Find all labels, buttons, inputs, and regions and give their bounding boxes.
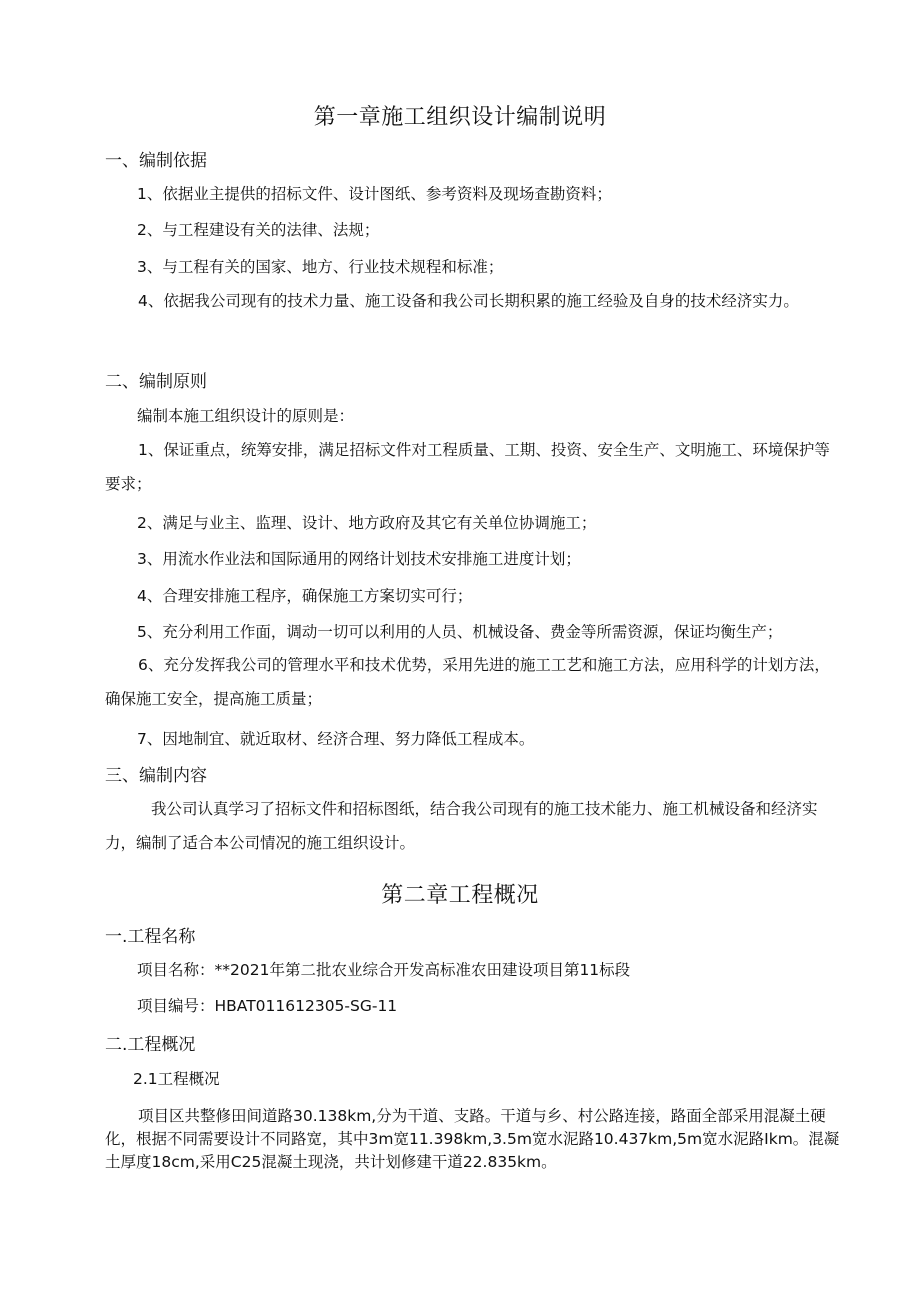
principle-item-4: 4、合理安排施工程序，确保施工方案切实可行； bbox=[137, 587, 473, 605]
section-heading-basis: 一、编制依据 bbox=[105, 151, 207, 171]
basis-item-4: 4、依据我公司现有的技术力量、施工设备和我公司长期积累的施工经验及自身的技术经济实力。 bbox=[138, 292, 799, 310]
chapter2-title: 第二章工程概况 bbox=[381, 883, 539, 908]
principle-item-2: 2、满足与业主、监理、设计、地方政府及其它有关单位协调施工； bbox=[137, 514, 597, 532]
content-paragraph: 我公司认真学习了招标文件和招标图纸，结合我公司现有的施工技术能力、施工机械设备和经济实力，编制了适合本公司情况的施工组织设计。 bbox=[105, 800, 818, 852]
section-heading-overview: 二.工程概况 bbox=[105, 1035, 196, 1055]
section-heading-principles: 二、编制原则 bbox=[105, 372, 207, 392]
basis-item-3: 3、与工程有关的国家、地方、行业技术规程和标准； bbox=[137, 258, 504, 276]
principle-item-5: 5、充分利用工作面，调动一切可以利用的人员、机械设备、费金等所需资源，保证均衡生产； bbox=[137, 623, 783, 641]
basis-item-1: 1、依据业主提供的招标文件、设计图纸、参考资料及现场查勘资料； bbox=[137, 185, 612, 203]
project-code: 项目编号：HBAT011612305-SG-11 bbox=[137, 997, 398, 1015]
basis-item-2: 2、与工程建设有关的法律、法规； bbox=[137, 221, 380, 239]
principles-intro: 编制本施工组织设计的原则是： bbox=[137, 407, 355, 425]
section-heading-project-name: 一.工程名称 bbox=[105, 927, 196, 947]
chapter1-title: 第一章施工组织设计编制说明 bbox=[313, 105, 607, 130]
principle-item-3: 3、用流水作业法和国际通用的网络计划技术安排施工进度计划； bbox=[137, 550, 581, 568]
principle-item-6: 6、充分发挥我公司的管理水平和技术优势，采用先进的施工工艺和施工方法，应用科学的计划方法，确保施工安全，提高施工质量； bbox=[105, 656, 830, 708]
overview-paragraph: 项目区共整修田间道路30.138km,分为干道、支路。干道与乡、村公路连接，路面全部采用混凝土硬化，根据不同需要设计不同路宽，其中3m宽11.398km,3.5m宽水泥路10.437km,5m宽水泥路Ikm。混凝土厚度18cm,采用C25混凝土现浇，共计划修建干道22.835km。 bbox=[105, 1107, 840, 1171]
principle-item-1: 1、保证重点，统筹安排，满足招标文件对工程质量、工期、投资、安全生产、文明施工、环境保护等要求； bbox=[105, 441, 830, 493]
project-name: 项目名称：**2021年第二批农业综合开发高标准农田建设项目第11标段 bbox=[137, 961, 631, 979]
overview-subheading: 2.1工程概况 bbox=[133, 1070, 220, 1088]
section-heading-content: 三、编制内容 bbox=[105, 766, 207, 786]
principle-item-7: 7、因地制宜、就近取材、经济合理、努力降低工程成本。 bbox=[137, 730, 535, 748]
